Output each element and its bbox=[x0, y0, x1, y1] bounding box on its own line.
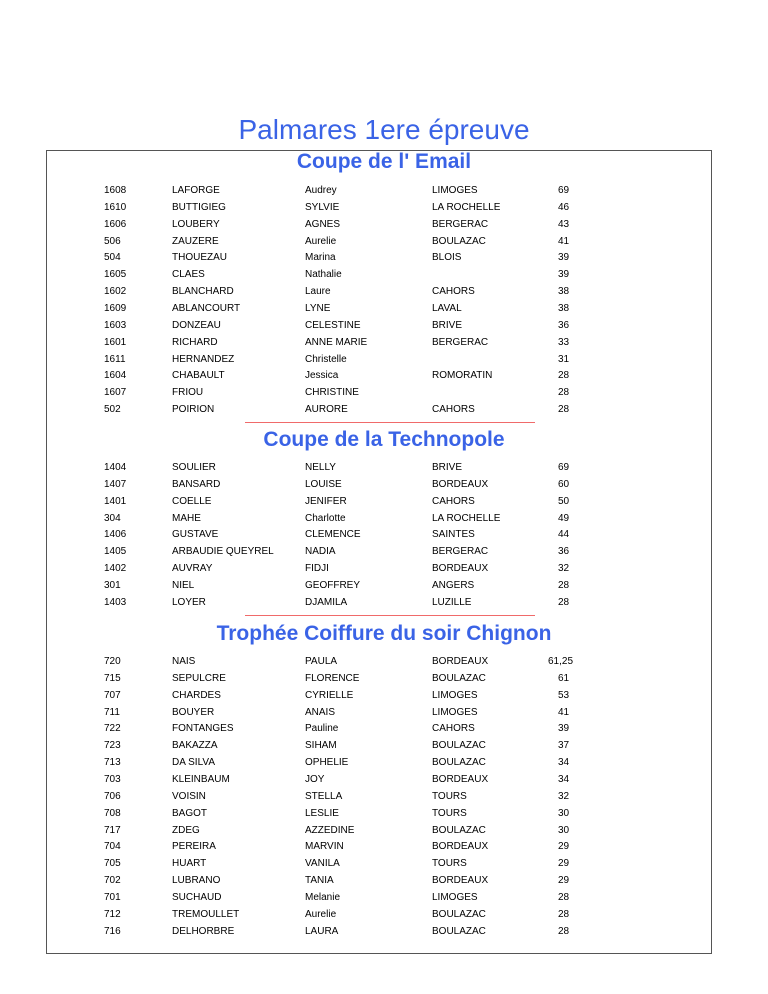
bib-number: 506 bbox=[104, 235, 121, 247]
score: 61 bbox=[558, 672, 570, 684]
bib-number: 1407 bbox=[104, 478, 127, 490]
bib-number: 1606 bbox=[104, 218, 127, 230]
city: BOULAZAC bbox=[432, 925, 486, 937]
last-name: HUART bbox=[172, 858, 207, 870]
table-row bbox=[0, 184, 768, 198]
score: 28 bbox=[558, 891, 570, 903]
score: 41 bbox=[558, 235, 570, 247]
city: LAVAL bbox=[432, 302, 462, 314]
city: BRIVE bbox=[432, 462, 463, 473]
city: BERGERAC bbox=[432, 336, 489, 348]
score: 28 bbox=[558, 387, 570, 399]
section-divider bbox=[245, 615, 535, 616]
last-name: BOUYER bbox=[172, 706, 215, 718]
city: BLOIS bbox=[432, 252, 462, 264]
table-row bbox=[0, 528, 768, 542]
city: BERGERAC bbox=[432, 218, 489, 230]
last-name: FRIOU bbox=[172, 387, 204, 399]
score: 39 bbox=[558, 269, 570, 281]
last-name: CHABAULT bbox=[172, 370, 225, 382]
first-name: Laure bbox=[305, 286, 331, 298]
bib-number: 715 bbox=[104, 672, 121, 684]
city: BORDEAUX bbox=[432, 656, 489, 667]
score: 30 bbox=[558, 807, 570, 819]
bib-number: 1403 bbox=[104, 596, 127, 608]
bib-number: 705 bbox=[104, 858, 121, 870]
last-name: THOUEZAU bbox=[172, 252, 227, 264]
table-row bbox=[0, 756, 768, 770]
first-name: FIDJI bbox=[305, 563, 329, 575]
city: CAHORS bbox=[432, 723, 475, 735]
bib-number: 1404 bbox=[104, 462, 127, 473]
bib-number: 708 bbox=[104, 807, 121, 819]
bib-number: 304 bbox=[104, 512, 121, 524]
score: 33 bbox=[558, 336, 570, 348]
last-name: BLANCHARD bbox=[172, 286, 234, 298]
page-title: Palmares 1ere épreuve bbox=[238, 114, 530, 145]
city: BORDEAUX bbox=[432, 563, 489, 575]
last-name: POIRION bbox=[172, 404, 215, 416]
last-name: BUTTIGIEG bbox=[172, 201, 226, 213]
first-name: AZZEDINE bbox=[305, 824, 355, 836]
score: 30 bbox=[558, 824, 570, 836]
last-name: DELHORBRE bbox=[172, 925, 235, 937]
city: BORDEAUX bbox=[432, 841, 489, 853]
section-title: Trophée Coiffure du soir Chignon bbox=[216, 622, 552, 645]
last-name: KLEINBAUM bbox=[172, 773, 230, 785]
table-row bbox=[0, 478, 768, 492]
city: BRIVE bbox=[432, 319, 463, 331]
table-row bbox=[0, 403, 768, 417]
table-row bbox=[0, 655, 768, 669]
bib-number: 722 bbox=[104, 723, 121, 735]
table-row bbox=[0, 336, 768, 350]
bib-number: 703 bbox=[104, 773, 121, 785]
bib-number: 504 bbox=[104, 252, 121, 264]
last-name: NIEL bbox=[172, 579, 195, 591]
first-name: OPHELIE bbox=[305, 757, 349, 769]
table-row bbox=[0, 251, 768, 265]
last-name: BAGOT bbox=[172, 807, 208, 819]
first-name: LESLIE bbox=[305, 807, 339, 819]
table-row bbox=[0, 369, 768, 383]
last-name: RICHARD bbox=[172, 336, 218, 348]
city: LIMOGES bbox=[432, 706, 478, 718]
score: 53 bbox=[558, 689, 570, 701]
first-name: AGNES bbox=[305, 218, 341, 230]
table-row bbox=[0, 790, 768, 804]
table-row bbox=[0, 689, 768, 703]
first-name: MARVIN bbox=[305, 841, 344, 853]
first-name: Jessica bbox=[305, 370, 339, 382]
last-name: VOISIN bbox=[172, 790, 206, 802]
bib-number: 701 bbox=[104, 891, 121, 903]
bib-number: 1405 bbox=[104, 546, 127, 558]
first-name: JENIFER bbox=[305, 495, 347, 507]
table-row bbox=[0, 353, 768, 367]
bib-number: 716 bbox=[104, 925, 121, 937]
score: 28 bbox=[558, 404, 570, 416]
first-name: Christelle bbox=[305, 353, 347, 365]
first-name: JOY bbox=[305, 773, 325, 785]
first-name: ANNE MARIE bbox=[305, 336, 368, 348]
first-name: SIHAM bbox=[305, 740, 337, 752]
score: 61,25 bbox=[548, 656, 574, 667]
city: BOULAZAC bbox=[432, 672, 486, 684]
last-name: SOULIER bbox=[172, 462, 216, 473]
score: 44 bbox=[558, 529, 570, 541]
bib-number: 1604 bbox=[104, 370, 127, 382]
last-name: DONZEAU bbox=[172, 319, 221, 331]
score: 28 bbox=[558, 908, 570, 920]
bib-number: 1610 bbox=[104, 201, 127, 213]
bib-number: 713 bbox=[104, 757, 121, 769]
city: LIMOGES bbox=[432, 185, 478, 196]
last-name: FONTANGES bbox=[172, 723, 234, 735]
score: 50 bbox=[558, 495, 570, 507]
last-name: SUCHAUD bbox=[172, 891, 222, 903]
last-name: PEREIRA bbox=[172, 841, 216, 853]
last-name: ABLANCOURT bbox=[172, 302, 241, 314]
score: 39 bbox=[558, 723, 570, 735]
table-row bbox=[0, 235, 768, 249]
first-name: FLORENCE bbox=[305, 672, 360, 684]
city: TOURS bbox=[432, 858, 467, 870]
bib-number: 1401 bbox=[104, 495, 127, 507]
city: BOULAZAC bbox=[432, 740, 486, 752]
table-row bbox=[0, 545, 768, 559]
section-title: Coupe de l' Email bbox=[296, 150, 472, 173]
first-name: LOUISE bbox=[305, 478, 342, 490]
bib-number: 723 bbox=[104, 740, 121, 752]
bib-number: 717 bbox=[104, 824, 121, 836]
score: 29 bbox=[558, 841, 570, 853]
city: SAINTES bbox=[432, 529, 475, 541]
first-name: PAULA bbox=[305, 656, 338, 667]
city: BERGERAC bbox=[432, 546, 489, 558]
last-name: HERNANDEZ bbox=[172, 353, 235, 365]
section-divider bbox=[245, 422, 535, 423]
city: BOULAZAC bbox=[432, 235, 486, 247]
city: TOURS bbox=[432, 790, 467, 802]
bib-number: 1605 bbox=[104, 269, 127, 281]
table-row bbox=[0, 495, 768, 509]
city: BOULAZAC bbox=[432, 757, 486, 769]
table-row bbox=[0, 874, 768, 888]
bib-number: 1603 bbox=[104, 319, 127, 331]
bib-number: 1611 bbox=[104, 353, 126, 365]
bib-number: 707 bbox=[104, 689, 121, 701]
table-row bbox=[0, 319, 768, 333]
table-row bbox=[0, 512, 768, 526]
bib-number: 706 bbox=[104, 790, 121, 802]
last-name: LAFORGE bbox=[172, 185, 220, 196]
last-name: AUVRAY bbox=[172, 563, 213, 575]
first-name: VANILA bbox=[305, 858, 340, 870]
last-name: LUBRANO bbox=[172, 875, 221, 887]
first-name: TANIA bbox=[305, 875, 334, 887]
score: 38 bbox=[558, 286, 570, 298]
city: LA ROCHELLE bbox=[432, 512, 501, 524]
city: CAHORS bbox=[432, 404, 475, 416]
table-row bbox=[0, 722, 768, 736]
city: BOULAZAC bbox=[432, 908, 486, 920]
table-row bbox=[0, 302, 768, 316]
first-name: CELESTINE bbox=[305, 319, 361, 331]
last-name: ZDEG bbox=[172, 824, 200, 836]
last-name: NAIS bbox=[172, 656, 196, 667]
last-name: CHARDES bbox=[172, 689, 221, 701]
table-row bbox=[0, 908, 768, 922]
first-name: LAURA bbox=[305, 925, 339, 937]
last-name: ARBAUDIE QUEYREL bbox=[172, 546, 274, 558]
score: 28 bbox=[558, 925, 570, 937]
city: CAHORS bbox=[432, 286, 475, 298]
bib-number: 702 bbox=[104, 875, 121, 887]
first-name: DJAMILA bbox=[305, 596, 348, 608]
last-name: COELLE bbox=[172, 495, 212, 507]
table-row bbox=[0, 824, 768, 838]
first-name: Marina bbox=[305, 252, 336, 264]
score: 29 bbox=[558, 858, 570, 870]
score: 28 bbox=[558, 370, 570, 382]
bib-number: 1607 bbox=[104, 387, 127, 399]
score: 46 bbox=[558, 201, 570, 213]
table-row bbox=[0, 739, 768, 753]
bib-number: 1609 bbox=[104, 302, 127, 314]
city: ROMORATIN bbox=[432, 370, 493, 382]
bib-number: 704 bbox=[104, 841, 121, 853]
score: 36 bbox=[558, 546, 570, 558]
score: 39 bbox=[558, 252, 570, 264]
table-row bbox=[0, 461, 768, 475]
score: 34 bbox=[558, 773, 570, 785]
bib-number: 1402 bbox=[104, 563, 127, 575]
last-name: ZAUZERE bbox=[172, 235, 219, 247]
table-row bbox=[0, 925, 768, 939]
first-name: CYRIELLE bbox=[305, 689, 354, 701]
table-row bbox=[0, 807, 768, 821]
score: 38 bbox=[558, 302, 570, 314]
score: 29 bbox=[558, 875, 570, 887]
score: 60 bbox=[558, 478, 570, 490]
last-name: BAKAZZA bbox=[172, 740, 218, 752]
bib-number: 1601 bbox=[104, 336, 127, 348]
city: CAHORS bbox=[432, 495, 475, 507]
bib-number: 301 bbox=[104, 579, 121, 591]
city: BORDEAUX bbox=[432, 478, 489, 490]
last-name: GUSTAVE bbox=[172, 529, 219, 541]
table-row bbox=[0, 672, 768, 686]
last-name: DA SILVA bbox=[172, 757, 215, 769]
score: 69 bbox=[558, 185, 570, 196]
first-name: GEOFFREY bbox=[305, 579, 361, 591]
table-row bbox=[0, 386, 768, 400]
first-name: ANAIS bbox=[305, 706, 336, 718]
last-name: CLAES bbox=[172, 269, 205, 281]
city: LA ROCHELLE bbox=[432, 201, 501, 213]
table-row bbox=[0, 201, 768, 215]
first-name: SYLVIE bbox=[305, 201, 340, 213]
city: LIMOGES bbox=[432, 689, 478, 701]
city: LUZILLE bbox=[432, 596, 472, 608]
table-row bbox=[0, 857, 768, 871]
first-name: STELLA bbox=[305, 790, 343, 802]
score: 41 bbox=[558, 706, 570, 718]
first-name: CHRISTINE bbox=[305, 387, 359, 399]
bib-number: 712 bbox=[104, 908, 121, 920]
score: 36 bbox=[558, 319, 570, 331]
last-name: LOYER bbox=[172, 596, 206, 608]
table-row bbox=[0, 285, 768, 299]
bib-number: 720 bbox=[104, 656, 121, 667]
bib-number: 711 bbox=[104, 706, 120, 718]
bib-number: 1602 bbox=[104, 286, 127, 298]
city: BORDEAUX bbox=[432, 875, 489, 887]
first-name: Audrey bbox=[305, 185, 337, 196]
table-row bbox=[0, 706, 768, 720]
first-name: CLEMENCE bbox=[305, 529, 361, 541]
last-name: MAHE bbox=[172, 512, 201, 524]
score: 32 bbox=[558, 790, 570, 802]
score: 31 bbox=[558, 353, 570, 365]
first-name: AURORE bbox=[305, 404, 348, 416]
table-row bbox=[0, 562, 768, 576]
last-name: TREMOULLET bbox=[172, 908, 240, 920]
bib-number: 502 bbox=[104, 404, 121, 416]
first-name: Nathalie bbox=[305, 269, 342, 281]
table-row bbox=[0, 773, 768, 787]
table-row bbox=[0, 596, 768, 610]
first-name: NELLY bbox=[305, 462, 336, 473]
score: 49 bbox=[558, 512, 570, 524]
table-row bbox=[0, 840, 768, 854]
section-title: Coupe de la Technopole bbox=[263, 428, 505, 451]
table-row bbox=[0, 579, 768, 593]
city: BORDEAUX bbox=[432, 773, 489, 785]
first-name: Charlotte bbox=[305, 512, 346, 524]
first-name: Melanie bbox=[305, 891, 341, 903]
table-row bbox=[0, 268, 768, 282]
score: 34 bbox=[558, 757, 570, 769]
score: 32 bbox=[558, 563, 570, 575]
score: 37 bbox=[558, 740, 570, 752]
last-name: SEPULCRE bbox=[172, 672, 226, 684]
first-name: Aurelie bbox=[305, 235, 337, 247]
first-name: NADIA bbox=[305, 546, 336, 558]
score: 28 bbox=[558, 596, 570, 608]
score: 43 bbox=[558, 218, 570, 230]
score: 28 bbox=[558, 579, 570, 591]
table-row bbox=[0, 891, 768, 905]
first-name: Aurelie bbox=[305, 908, 337, 920]
first-name: LYNE bbox=[305, 302, 331, 314]
score: 69 bbox=[558, 462, 570, 473]
last-name: BANSARD bbox=[172, 478, 221, 490]
city: TOURS bbox=[432, 807, 467, 819]
last-name: LOUBERY bbox=[172, 218, 220, 230]
table-row bbox=[0, 218, 768, 232]
bib-number: 1406 bbox=[104, 529, 127, 541]
city: LIMOGES bbox=[432, 891, 478, 903]
city: BOULAZAC bbox=[432, 824, 486, 836]
city: ANGERS bbox=[432, 579, 475, 591]
first-name: Pauline bbox=[305, 723, 339, 735]
bib-number: 1608 bbox=[104, 185, 127, 196]
